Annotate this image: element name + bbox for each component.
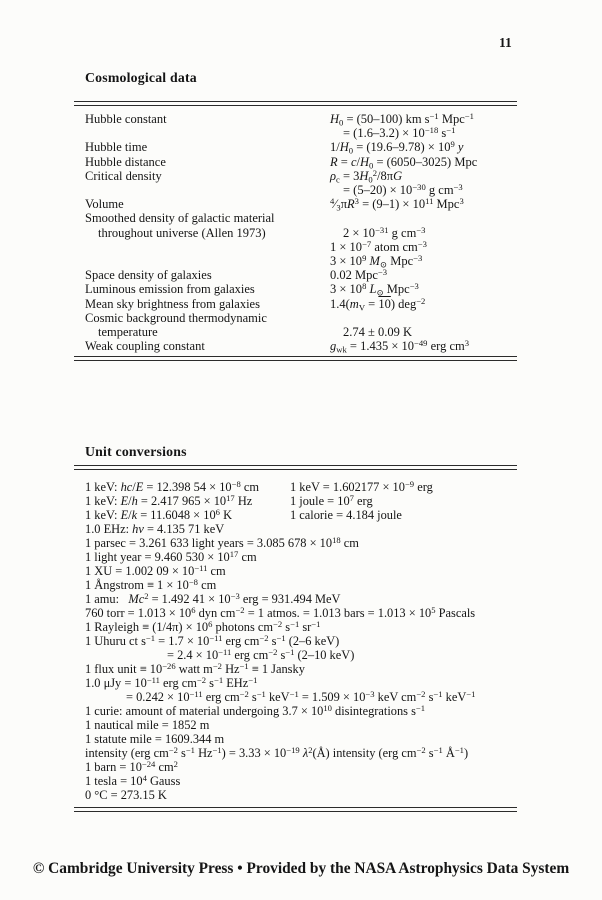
- row-right: 1 joule = $10^7$ erg: [290, 493, 373, 508]
- units-table-rows: [85, 480, 518, 802]
- table-rule-top: [74, 465, 517, 470]
- row-value: $3 \times 10^9$ $M_⊙$ Mpc$^{-3}$: [330, 253, 423, 270]
- table-row: [85, 718, 518, 732]
- table-row: [85, 606, 518, 620]
- row-left: 1 statute mile = 1609.344 m: [85, 732, 225, 746]
- table-row: [85, 676, 518, 690]
- page-number: 11: [499, 35, 512, 50]
- table-row: [85, 620, 518, 634]
- table-row: [85, 311, 518, 325]
- row-label: Hubble constant: [85, 112, 167, 126]
- units-section: [85, 444, 518, 812]
- row-value: $\rho_c = 3H_0^2/8\pi G$: [330, 167, 403, 185]
- row-left: 1 barn = $10^{-24}$ $cm^2$: [85, 759, 178, 774]
- row-left: 0 °C = 273.15 K: [85, 788, 167, 802]
- row-value: 2.74 ± 0.09 K: [343, 325, 413, 340]
- units-heading: Unit conversions: [85, 444, 187, 459]
- table-row: [85, 760, 518, 774]
- table-rule-top: [74, 101, 517, 106]
- table-row: [85, 197, 518, 211]
- row-right: 1 calorie = 4.184 joule: [290, 508, 402, 522]
- table-row: [85, 126, 518, 140]
- table-row: [85, 112, 518, 126]
- row-label: [85, 183, 330, 197]
- cosmological-heading: Cosmological data: [85, 70, 197, 85]
- row-left: = $2.4 \times 10^{-11}$ erg $cm^{-2}$ $s^{-1}$ (2–10 keV): [167, 647, 355, 662]
- table-row: [85, 522, 518, 536]
- row-label: Luminous emission from galaxies: [85, 282, 255, 297]
- row-label: Space density of galaxies: [85, 268, 212, 283]
- table-row: [85, 140, 518, 154]
- row-left: 1 light year = 9.460 $530 \times 10^{17}$ cm: [85, 549, 257, 564]
- copyright-footer: © Cambridge University Press • Provided by the NASA Astrophysics Data System: [32, 860, 570, 877]
- table-row: [85, 240, 518, 254]
- row-value: = $(5-20) \times 10^{-30}$ g $cm^{-3}$: [343, 182, 463, 198]
- table-row: [85, 297, 518, 311]
- cosmological-section: [85, 70, 518, 361]
- row-label: temperature: [98, 325, 158, 340]
- table-row: [85, 325, 518, 339]
- row-value: $3 \times 10^8$ $L_⊙$ Mpc$^{-3}$: [330, 281, 419, 298]
- row-left: 1.0 $\mu Jy = 10^{-11}$ erg $cm^{-2}$ $s^{-1}$ EHz$^{-1}$: [85, 675, 258, 690]
- table-row: [85, 282, 518, 296]
- table-rule-bottom: [74, 356, 517, 361]
- row-value: $^4⁄_3\pi R^3 = (9-1) \times 10^{11}$ Mpc$^3$: [330, 196, 464, 213]
- table-row: [85, 480, 518, 494]
- table-row: [85, 704, 518, 718]
- row-label: Critical density: [85, 168, 162, 183]
- table-row: [85, 169, 518, 183]
- row-left: 1 Ångstrom ≡ $1 \times 10^{-8}$ cm: [85, 577, 217, 592]
- table-row: [85, 648, 518, 662]
- table-row: [85, 662, 518, 676]
- row-left: intensity (erg $cm^{-2}$ $s^{-1}$ $Hz^{-1}) = 3.33 \times 10^{-19}$ $\lambda^2(Å)$ intensity (erg $cm^{-2}$ $s^{-1}$ $Å^{-1}$): [85, 745, 469, 760]
- row-left: = $0.242 \times 10^{-11}$ erg $cm^{-2}$ $s^{-1}$ $keV^{-1} = 1.509 \times 10^{-3}$ keV $cm^{-2}$ $s^{-1}$ keV$^{-1}$: [126, 689, 476, 704]
- table-row: [85, 339, 518, 353]
- row-left: 1 flux unit ≡ $10^{-26}$ watt $m^{-2}$ $Hz^{-1} \equiv 1$ Jansky: [85, 661, 305, 676]
- table-row: [85, 564, 518, 578]
- table-row: [85, 508, 518, 522]
- table-row: [85, 183, 518, 197]
- row-left: 1 nautical mile = 1852 m: [85, 718, 210, 732]
- row-label: Cosmic background thermodynamic: [85, 310, 267, 325]
- row-label: Volume: [85, 197, 124, 212]
- row-label: Weak coupling constant: [85, 339, 205, 354]
- table-row: [85, 746, 518, 760]
- row-left: 1.0 EHz: hν = 4.135 71 keV: [85, 522, 225, 536]
- row-label: Smoothed density of galactic material: [85, 211, 275, 226]
- row-left: 1 parsec = 3.261 633 light years = 3.085 $678 \times 10^{18}$ cm: [85, 535, 359, 550]
- row-left: 1 curie: amount of material undergoing $3.7 \times 10^{10}$ disintegrations $s^{-1}$: [85, 703, 426, 718]
- table-row: [85, 634, 518, 648]
- row-left: 1 Uhuru ct $s^{-1} = 1.7 \times 10^{-11}$ erg $cm^{-2}$ $s^{-1}$ (2–6 keV): [85, 633, 340, 648]
- row-value: $H_0 = (50-100)$ km $s^{-1}$ Mpc$^{-1}$: [330, 111, 474, 128]
- row-left: 1 keV: E/h = 2.417 $965 \times 10^{17}$ Hz: [85, 493, 253, 508]
- row-label: [85, 240, 330, 254]
- row-value: [330, 311, 518, 325]
- table-row: [85, 690, 518, 704]
- table-row: [85, 550, 518, 564]
- table-row: [85, 211, 518, 225]
- table-row: [85, 268, 518, 282]
- row-label: [85, 254, 330, 268]
- cosmological-table-rows: [85, 112, 518, 353]
- row-left: 760 torr = $1.013 \times 10^6$ dyn $cm^{-2} = 1$ atmos. = 1.013 bars = $1.013 \times 10^5$ Pascals: [85, 605, 476, 620]
- row-value: $1 \times 10^{-7}$ atom $cm^{-3}$: [330, 238, 427, 254]
- table-row: [85, 536, 518, 550]
- row-left: 1 keV: hc/E = 12.398 $54 \times 10^{-8}$ cm: [85, 479, 260, 494]
- row-label: Hubble distance: [85, 154, 166, 169]
- row-value: $R = c/H_0 = (6050-3025)$ Mpc: [330, 154, 478, 171]
- table-rule-bottom: [74, 807, 517, 812]
- table-row: [85, 155, 518, 169]
- row-label: [85, 126, 330, 140]
- row-value: $2 \times 10^{-31}$ g $cm^{-3}$: [343, 224, 426, 240]
- row-value: $1/H_0 = (19.6-9.78) \times 10^9$ y: [330, 139, 464, 156]
- row-left: 1 Rayleigh ≡ $(1/4\pi) \times 10^6$ photons $cm^{-2}$ $s^{-1}$ $sr^{-1}$: [85, 619, 321, 634]
- row-right: 1 keV = $1.602177 \times 10^{-9}$ erg: [290, 479, 433, 494]
- row-value: = $(1.6-3.2) \times 10^{-18}$ $s^{-1}$: [343, 125, 456, 141]
- table-row: [85, 226, 518, 240]
- row-label: Mean sky brightness from galaxies: [85, 296, 260, 311]
- row-value: [330, 211, 518, 225]
- row-left: 1 XU = 1.002 $09 \times 10^{-11}$ cm: [85, 563, 226, 578]
- table-row: [85, 774, 518, 788]
- row-left: 1 tesla = $10^4$ Gauss: [85, 773, 181, 788]
- row-value: 0.02 Mpc$^{-3}$: [330, 267, 388, 283]
- table-row: [85, 788, 518, 802]
- row-label: Hubble time: [85, 140, 148, 155]
- table-row: [85, 494, 518, 508]
- table-row: [85, 592, 518, 606]
- table-row: [85, 254, 518, 268]
- row-left: 1 amu: $Mc^2 = 1.492$ $41 \times 10^{-3}$ erg = 931.494 MeV: [85, 591, 341, 606]
- row-value: $g_{wk} = 1.435 \times 10^{-49}$ erg $cm^3$: [330, 338, 470, 355]
- table-row: [85, 732, 518, 746]
- table-row: [85, 578, 518, 592]
- row-value: $1.4(m_V = 10)$ deg$^{-2}$: [330, 295, 426, 313]
- row-label: throughout universe (Allen 1973): [98, 225, 266, 240]
- row-left: 1 keV: $E/k = 11.6048 \times 10^6$ K: [85, 507, 233, 522]
